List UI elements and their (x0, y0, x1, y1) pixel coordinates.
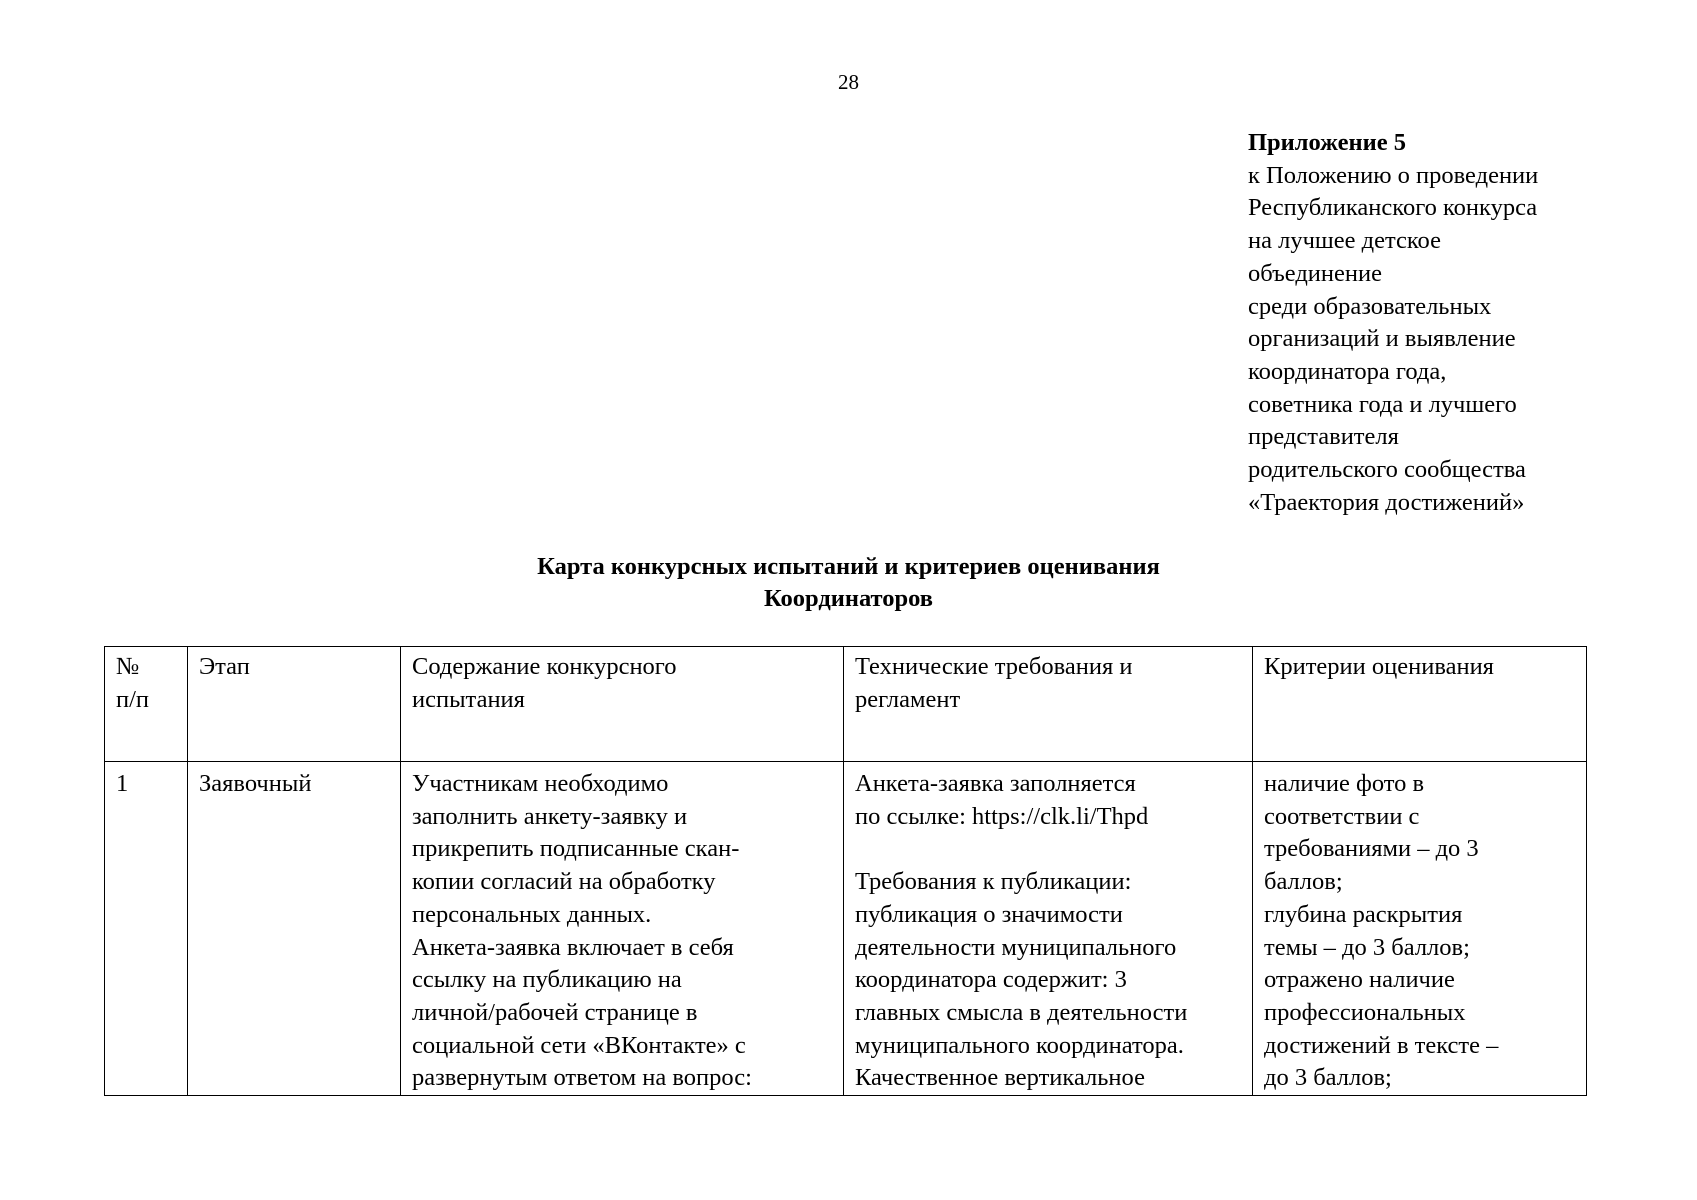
tech-line: координатора содержит: 3 (855, 966, 1127, 994)
cell-stage: Заявочный (188, 762, 401, 1096)
appendix-line: на лучшее детское (1248, 227, 1441, 255)
criteria-line: баллов; (1264, 868, 1343, 896)
criteria-line: наличие фото в (1264, 770, 1425, 797)
table-row (105, 762, 1587, 1096)
header-tech-line: регламент (855, 685, 961, 713)
appendix-line: объединение (1248, 259, 1382, 287)
appendix-block (1248, 127, 1668, 519)
header-criteria (1253, 647, 1587, 762)
content-line: развернутым ответом на вопрос: (412, 1064, 752, 1092)
table-header-row (105, 647, 1587, 762)
document-title-line: Координаторов (763, 585, 934, 612)
cell-num: 1 (105, 762, 188, 1096)
appendix-line: «Траектория достижений» (1248, 488, 1525, 516)
header-content-line: Содержание конкурсного (412, 653, 677, 680)
criteria-line: соответствии с (1264, 802, 1420, 830)
criteria-line: глубина раскрытия (1264, 900, 1463, 928)
tech-paragraph-gap (855, 833, 1241, 866)
header-num (105, 647, 188, 762)
tech-line: публикация о значимости (855, 900, 1123, 928)
content-line: заполнить анкету-заявку и (412, 802, 688, 830)
criteria-table (104, 646, 1587, 1096)
tech-line: Анкета-заявка заполняется (855, 770, 1136, 797)
tech-line: по ссылке: https://clk.li/Thpd (855, 802, 1149, 830)
page-number: 28 (838, 70, 859, 94)
content-line: личной/рабочей странице в (412, 998, 698, 1026)
content-line: персональных данных. (412, 900, 652, 928)
criteria-line: достижений в тексте – (1264, 1031, 1499, 1059)
header-stage-label: Этап (199, 653, 250, 680)
content-line: Анкета-заявка включает в себя (412, 933, 734, 961)
tech-line: Качественное вертикальное (855, 1064, 1145, 1092)
content-line: прикрепить подписанные скан- (412, 835, 740, 863)
criteria-line: требованиями – до 3 (1264, 835, 1479, 863)
appendix-line: организаций и выявление (1248, 325, 1516, 353)
criteria-line: темы – до 3 баллов; (1264, 933, 1470, 961)
header-content (401, 647, 844, 762)
content-line: социальной сети «ВКонтакте» с (412, 1031, 746, 1059)
appendix-line: к Положению о проведении (1248, 161, 1539, 189)
header-tech (844, 647, 1253, 762)
content-line: ссылку на публикацию на (412, 966, 682, 994)
appendix-line: координатора года, (1248, 357, 1447, 385)
appendix-line: среди образовательных (1248, 292, 1492, 320)
header-num-line: п/п (116, 685, 150, 713)
appendix-line: родительского сообщества (1248, 456, 1526, 484)
content-line: Участникам необходимо (412, 770, 669, 797)
tech-line: деятельности муниципального (855, 933, 1177, 961)
document-title (0, 551, 1697, 615)
appendix-line: Республиканского конкурса (1248, 194, 1538, 222)
tech-line: муниципального координатора. (855, 1031, 1184, 1059)
cell-criteria (1253, 762, 1587, 1096)
appendix-line: советника года и лучшего (1248, 390, 1517, 418)
document-title-line: Карта конкурсных испытаний и критериев оценивания (537, 553, 1160, 580)
header-stage (188, 647, 401, 762)
header-num-line: № (116, 653, 140, 680)
appendix-title: Приложение 5 (1248, 129, 1406, 156)
header-content-line: испытания (412, 685, 525, 713)
criteria-line: профессиональных (1264, 998, 1466, 1026)
header-criteria-label: Критерии оценивания (1264, 653, 1494, 680)
cell-tech (844, 762, 1253, 1096)
criteria-line: до 3 баллов; (1264, 1064, 1392, 1092)
appendix-line: представителя (1248, 423, 1399, 451)
tech-line: главных смысла в деятельности (855, 998, 1188, 1026)
header-tech-line: Технические требования и (855, 653, 1133, 680)
tech-line: Требования к публикации: (855, 868, 1132, 896)
content-line: копии согласий на обработку (412, 868, 716, 896)
cell-content (401, 762, 844, 1096)
criteria-line: отражено наличие (1264, 966, 1455, 994)
